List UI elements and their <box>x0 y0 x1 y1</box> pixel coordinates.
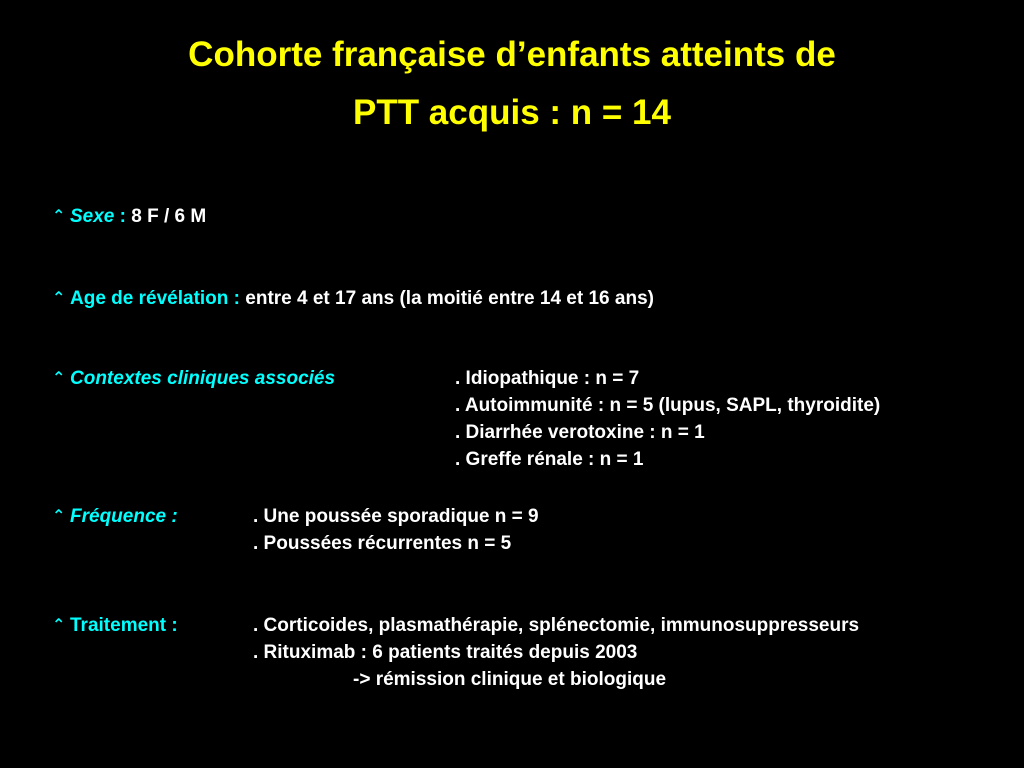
contextes-label: Contextes cliniques associés <box>70 368 336 389</box>
title-line-1: Cohorte française d’enfants atteints de <box>188 35 836 74</box>
title-line-2: PTT acquis : n = 14 <box>352 93 671 132</box>
sexe-label: Sexe <box>70 206 115 227</box>
list-item: . Diarrhée verotoxine : n = 1 <box>455 422 705 443</box>
frequence-list <box>253 503 539 557</box>
list-item: . Corticoides, plasmathérapie, splénectomie, immunosuppresseurs <box>253 615 860 636</box>
traitement-row <box>52 612 178 639</box>
bullet-icon: ⌃ <box>52 290 66 307</box>
frequence-row <box>52 503 178 530</box>
contextes-row <box>52 365 335 392</box>
traitement-label: Traitement : <box>70 615 178 636</box>
frequence-label: Fréquence : <box>70 506 178 527</box>
list-item: . Greffe rénale : n = 1 <box>455 449 644 470</box>
list-item: . Une poussée sporadique n = 9 <box>253 506 539 527</box>
slide-title <box>0 26 1024 142</box>
age-label: Age de révélation : <box>70 288 240 309</box>
bullet-icon: ⌃ <box>52 617 66 634</box>
list-item: . Autoimmunité : n = 5 (lupus, SAPL, thyroidite) <box>455 395 881 416</box>
bullet-icon: ⌃ <box>52 370 66 387</box>
sexe-separator: : <box>114 206 132 227</box>
bullet-icon: ⌃ <box>52 508 66 525</box>
traitement-list <box>253 612 859 693</box>
age-row <box>52 285 654 312</box>
list-item: . Rituximab : 6 patients traités depuis 2003 <box>253 642 638 663</box>
sexe-row <box>52 203 206 230</box>
list-item: . Idiopathique : n = 7 <box>455 368 640 389</box>
contextes-list <box>455 365 880 473</box>
traitement-result: -> rémission clinique et biologique <box>353 669 667 690</box>
list-item: . Poussées récurrentes n = 5 <box>253 533 512 554</box>
bullet-icon: ⌃ <box>52 208 66 225</box>
sexe-value: 8 F / 6 M <box>131 206 207 227</box>
age-value: entre 4 et 17 ans (la moitié entre 14 et 16 ans) <box>245 288 654 309</box>
